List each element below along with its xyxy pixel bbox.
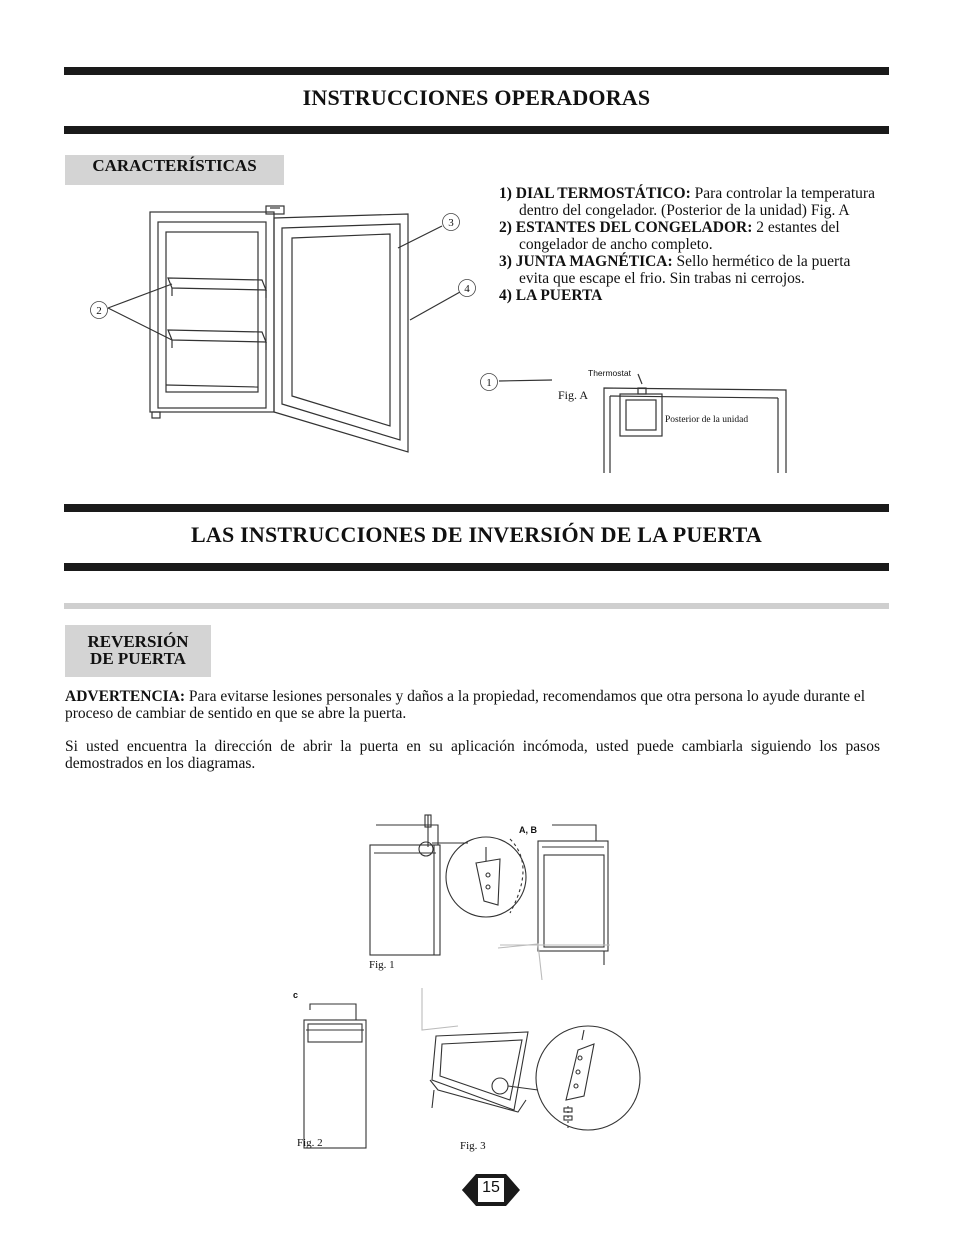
callout-number-4: 4 bbox=[464, 283, 470, 295]
fig-1-ab-label: A, B bbox=[519, 825, 537, 835]
top-rule bbox=[64, 67, 889, 75]
feature-2: 2) ESTANTES DEL CONGELADOR: 2 estantes del congelador de ancho completo. bbox=[499, 219, 840, 253]
title-rule-bottom bbox=[64, 126, 889, 134]
fig-a-thermostat-label: Thermostat bbox=[588, 368, 631, 378]
door-outline bbox=[274, 214, 408, 452]
shelf-upper bbox=[168, 278, 266, 298]
shelf-lower bbox=[168, 330, 266, 350]
door-reversal-tag-line1: REVERSIÓN bbox=[87, 632, 189, 651]
page-number-badge bbox=[462, 1172, 520, 1208]
fig-a-illustration bbox=[478, 360, 798, 475]
door-reversal-tag-line2: DE PUERTA bbox=[90, 649, 186, 668]
instructions-paragraph: Si usted encuentra la dirección de abrir la puerta en su aplicación incómoda, usted puede cambiarla siguiendo los pasos demostrados en los diagramas. bbox=[65, 738, 880, 772]
section2-rule-bottom bbox=[64, 563, 889, 571]
fig-3-illustration bbox=[418, 940, 643, 1140]
feature-1: 1) DIAL TERMOSTÁTICO: Para controlar la temperatura dentro del congelador. (Posterior de la unidad) Fig. A bbox=[499, 185, 875, 219]
fig-2-illustration bbox=[296, 1000, 376, 1155]
feature-4: 4) LA PUERTA bbox=[499, 287, 603, 304]
section2-rule-top bbox=[64, 504, 889, 512]
page-number: 15 bbox=[482, 1179, 500, 1196]
callout-number-2: 2 bbox=[96, 305, 102, 317]
section2-thin-rule bbox=[64, 603, 889, 609]
callout-4 bbox=[459, 280, 476, 297]
section-title-operating: INSTRUCCIONES OPERADORAS bbox=[302, 85, 651, 110]
freezer-illustration bbox=[80, 200, 500, 460]
callout-2 bbox=[91, 302, 108, 319]
features-list bbox=[499, 185, 884, 304]
cabinet-outline bbox=[150, 212, 274, 412]
callout-number-3: 3 bbox=[448, 217, 454, 229]
fig-a-rear-label: Posterior de la unidad bbox=[665, 415, 749, 425]
callout-number-1: 1 bbox=[486, 377, 492, 389]
fig-2-c-label: c bbox=[293, 990, 299, 1000]
warning-text: Para evitarse lesiones personales y daños a la propiedad, recomendamos que otra persona lo ayude durante el proceso de cambiar de sentido en que se abre la puerta. bbox=[65, 688, 866, 722]
warning-label: ADVERTENCIA: bbox=[65, 688, 186, 705]
warning-paragraph bbox=[65, 688, 880, 722]
callout-1 bbox=[481, 374, 498, 391]
section-title-door-reversal: LAS INSTRUCCIONES DE INVERSIÓN DE LA PUERTA bbox=[191, 522, 762, 547]
fig-a-label: Fig. A bbox=[558, 388, 589, 402]
feature-3: 3) JUNTA MAGNÉTICA: Sello hermético de la puerta evita que escape el frio. Sin trabas ni cerrojos. bbox=[499, 253, 851, 287]
fig-1-label: Fig. 1 bbox=[369, 959, 395, 971]
fig-2-label: Fig. 2 bbox=[297, 1137, 323, 1149]
door-reversal-tag bbox=[65, 625, 211, 677]
callout-3 bbox=[443, 214, 460, 231]
fig-3-label: Fig. 3 bbox=[460, 1140, 486, 1152]
features-tag: CARACTERÍSTICAS bbox=[65, 155, 284, 185]
